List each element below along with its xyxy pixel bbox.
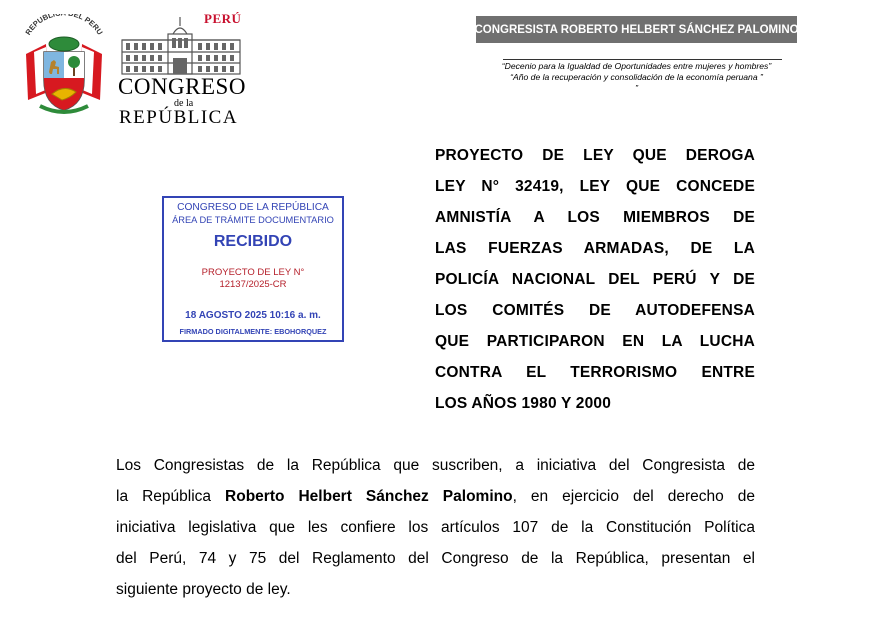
congresista-badge: CONGRESISTA ROBERTO HELBERT SÁNCHEZ PALOMINO <box>476 16 797 43</box>
title-line: LOS AÑOS 1980 Y 2000 <box>435 395 612 412</box>
paragraph-line <box>116 483 755 514</box>
coat-of-arms <box>18 14 110 120</box>
stamp-proyecto-number: 12137/2025-CR <box>219 279 287 290</box>
title-line: LEY N° 32419, LEY QUE CONCEDE <box>435 178 755 195</box>
decenio-block <box>476 61 797 94</box>
coat-of-arms-label: REPUBLI EL PERU <box>23 14 105 37</box>
paragraph-line: iniciativa legislativa que les confiere los artículos 107 de la Constitución Política <box>116 519 755 536</box>
ano-line: “Año de la recuperación y consolidación de la economía peruana ” <box>510 72 763 82</box>
logo-congreso-text: CONGRESO <box>118 74 246 99</box>
stray-quote: ” <box>635 83 638 93</box>
logo-republica-text: REPÚBLICA <box>119 107 239 128</box>
title-line: POLICÍA NACIONAL DEL PERÚ Y DE <box>435 271 755 288</box>
paragraph-line: siguiente proyecto de ley. <box>116 581 291 598</box>
stamp-date: 18 AGOSTO 2025 10:16 a. m. <box>185 310 321 321</box>
paragraph-text: , en ejercicio del derecho de <box>512 488 755 505</box>
paragraph-line: del Perú, 74 y 75 del Reglamento del Congreso de la República, presentan el <box>116 550 755 567</box>
header-divider <box>503 59 782 60</box>
received-stamp <box>162 196 344 342</box>
decenio-line: “Decenio para la Igualdad de Oportunidades entre mujeres y hombres” <box>501 61 772 71</box>
logo-dela-text: de la <box>174 98 194 109</box>
stamp-proyecto-label: PROYECTO DE LEY N° <box>201 267 305 278</box>
bill-title <box>435 144 755 423</box>
stamp-status: RECIBIDO <box>213 233 293 250</box>
congresista-name: Roberto Helbert Sánchez Palomino <box>225 488 513 505</box>
stamp-area: ÁREA DE TRÁMITE DOCUMENTARIO <box>172 215 334 225</box>
logo-country: PERÚ <box>204 11 242 26</box>
stamp-signature: FIRMADO DIGITALMENTE: EBOHORQUEZ <box>179 327 327 336</box>
title-line: PROYECTO DE LEY QUE DEROGA <box>435 147 755 164</box>
title-line: CONTRA EL TERRORISMO ENTRE <box>435 364 755 381</box>
paragraph-text: la República <box>116 488 226 505</box>
title-line: LAS FUERZAS ARMADAS, DE LA <box>435 240 755 257</box>
title-line: AMNISTÍA A LOS MIEMBROS DE <box>435 209 755 226</box>
congreso-logo <box>116 10 250 128</box>
stamp-institution: CONGRESO DE LA REPÚBLICA <box>177 202 329 213</box>
coat-of-arms-emblem <box>18 14 110 120</box>
title-line: QUE PARTICIPARON EN LA LUCHA <box>435 333 755 350</box>
intro-paragraph <box>116 452 755 607</box>
paragraph-line: Los Congresistas de la República que suscriben, a iniciativa del Congresista de <box>116 457 755 474</box>
title-line: LOS COMITÉS DE AUTODEFENSA <box>435 302 755 319</box>
